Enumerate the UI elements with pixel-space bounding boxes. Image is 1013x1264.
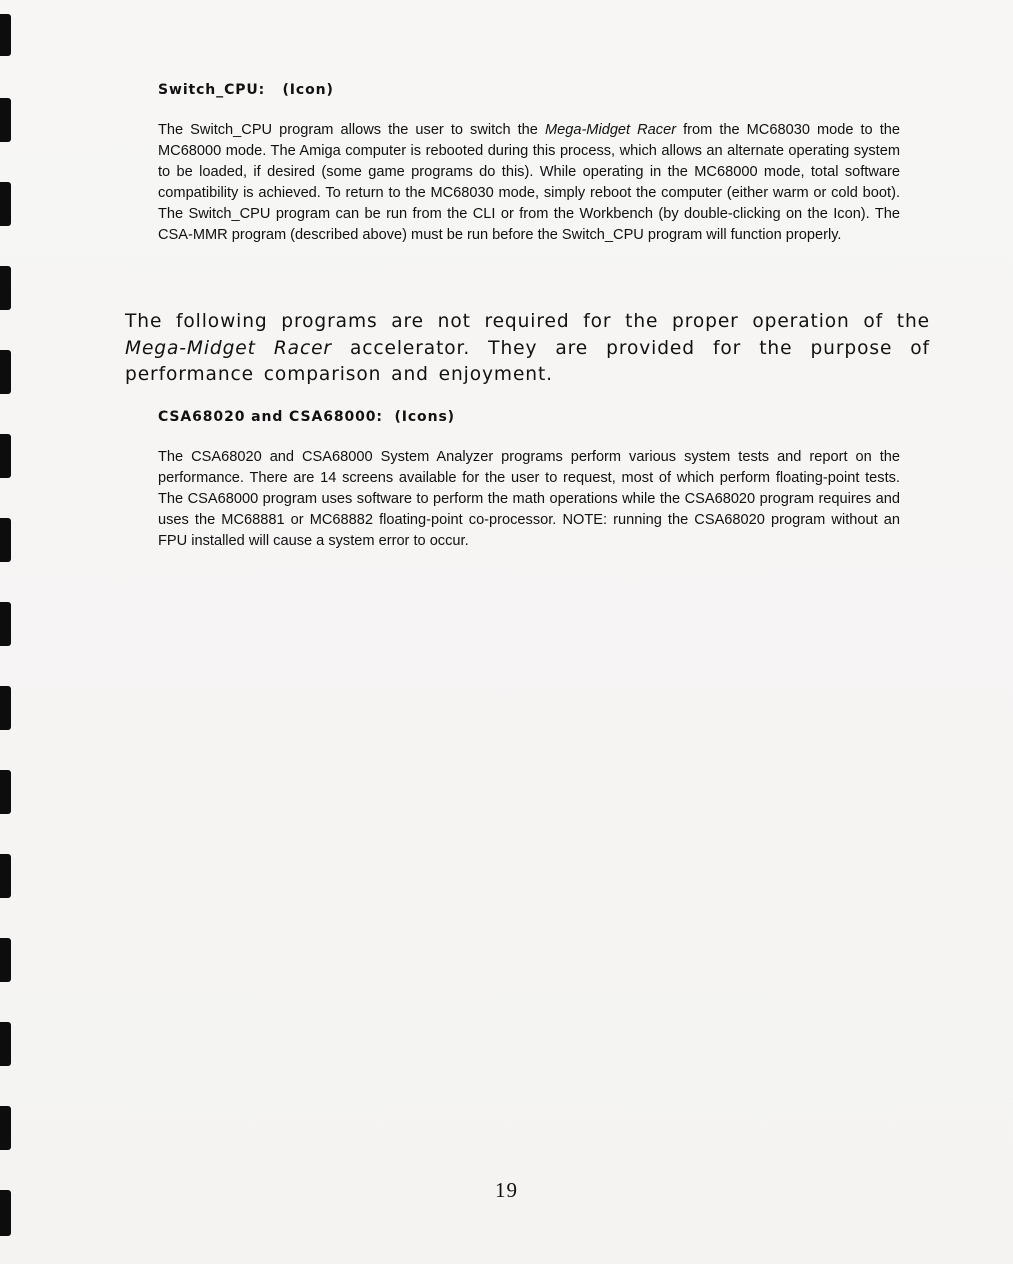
binding-hole — [0, 518, 11, 562]
csa-body — [158, 447, 900, 552]
switch-cpu-heading: Switch_CPU: (Icon) — [158, 82, 334, 98]
csa-section — [158, 409, 900, 425]
switch-cpu-paragraph — [158, 120, 900, 246]
binding-hole — [0, 98, 11, 142]
product-name: Mega-Midget Racer — [125, 337, 332, 359]
para-text: The Switch_CPU program allows the user to switch the — [158, 122, 545, 138]
para-text: from the MC68030 mode to the MC68000 mode. The Amiga computer is rebooted during this process, which allows an alternate operating system to be loaded, if desired (some game programs do this). While operating in the MC68000 mode, total software compatibility is achieved. To return to the MC68030 mode, simply reboot the computer (either warm or cold boot). The Switch_CPU program can be run from the CLI or from the Workbench (by double-clicking on the Icon). The CSA-MMR program (described above) must be run before the Switch_CPU program will function properly. — [158, 122, 900, 243]
intro-text: The following programs are not required for the proper operation of the — [125, 311, 930, 332]
binding-hole — [0, 1022, 11, 1066]
binding-hole — [0, 434, 11, 478]
page-number: 19 — [495, 1178, 518, 1202]
binding-hole — [0, 854, 11, 898]
binding-hole — [0, 602, 11, 646]
binding-hole — [0, 770, 11, 814]
binding-hole — [0, 14, 11, 56]
binding-hole — [0, 938, 11, 982]
switch-cpu-body — [158, 120, 900, 246]
binding-hole — [0, 350, 11, 394]
binding-hole — [0, 182, 11, 226]
optional-programs-intro — [125, 309, 930, 389]
binding-hole — [0, 686, 11, 730]
binding-hole — [0, 1106, 11, 1150]
binding-hole — [0, 266, 11, 310]
intro-text: accelerator. They are provided for the purpose of performance comparison and enjoyment. — [125, 337, 930, 385]
product-name: Mega-Midget Racer — [544, 122, 677, 138]
csa-paragraph: The CSA68020 and CSA68000 System Analyzer programs perform various system tests and report on the performance. There are 14 screens available for the user to request, most of which perform floating-point tests. The CSA68000 program uses software to perform the math operations while the CSA68020 program requires and uses the MC68881 or MC68882 floating-point co-processor. NOTE: running the CSA68020 program without an FPU installed will cause a system error to occur. — [158, 449, 900, 549]
csa-heading: CSA68020 and CSA68000: (Icons) — [158, 409, 455, 425]
switch-cpu-section — [158, 82, 900, 98]
spiral-binding — [0, 0, 14, 1264]
